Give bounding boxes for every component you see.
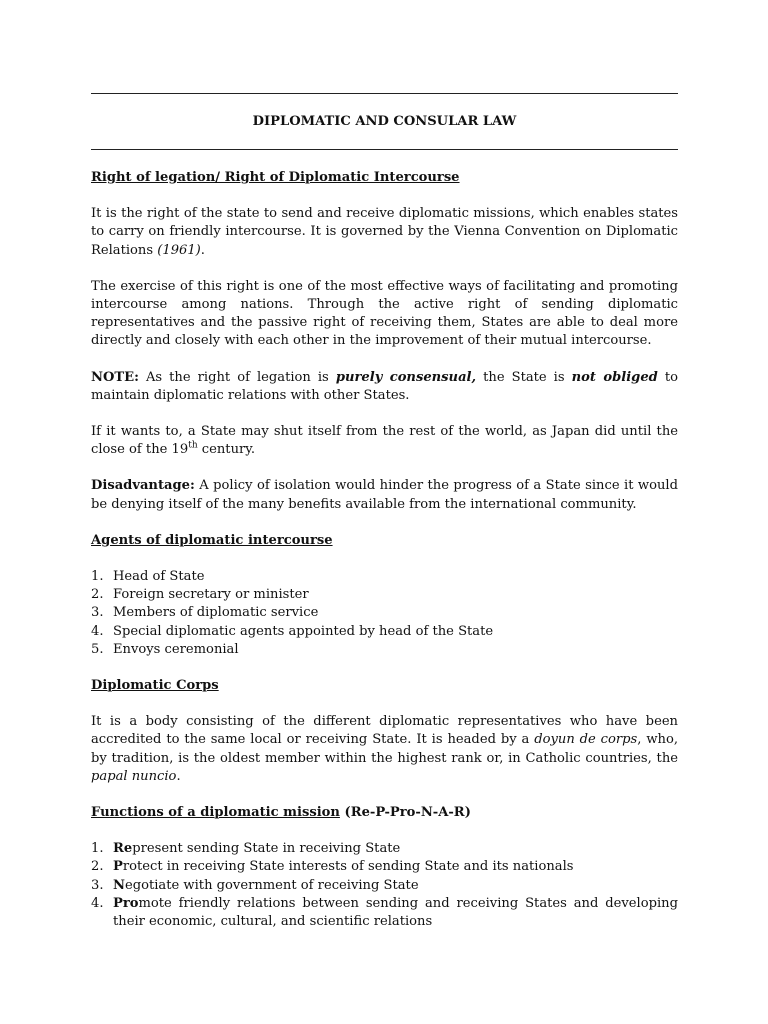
list-text: Members of diplomatic service [113, 605, 319, 621]
paragraph-text: . [176, 768, 181, 784]
list-text: Foreign secretary or minister [113, 587, 309, 603]
paragraph-exercise-of-right: The exercise of this right is one of the most effective ways of facilitating and promoting intercourse among nations. Through the active right of sending diplomatic representatives and the passive right of receiving them, States are able to deal more directly and closely with each other in the improvement of their mutual intercourse. [91, 278, 678, 349]
list-text: egotiate with government of receiving State [124, 877, 419, 893]
paragraph-text: , who, by tradition, is the oldest member within the highest rank or, in Catholic countries, the [91, 732, 679, 766]
list-text: Envoys ceremonial [113, 641, 239, 657]
paragraph-text: the State is [476, 369, 572, 385]
functions-mnemonic: (Re-P-Pro-N-A-R) [339, 805, 471, 821]
list-item [91, 604, 678, 622]
top-rule [91, 93, 678, 94]
paragraph-text: . [200, 242, 205, 258]
paragraph-italic: (1961) [157, 242, 201, 258]
mnemonic-letters: Pro [113, 895, 139, 911]
list-number: 4. [91, 623, 104, 639]
mnemonic-letters: N [113, 877, 125, 893]
list-item [91, 586, 678, 604]
section-heading-functions [91, 804, 678, 822]
paragraph-text: It is a body consisting of the different diplomatic representatives who have been accredited to the same local or receiving State. It is headed by a [91, 714, 678, 748]
list-number: 5. [91, 641, 104, 657]
paragraph-japan [91, 423, 678, 459]
list-number: 4. [91, 895, 104, 911]
list-number: 2. [91, 587, 104, 603]
document-page [91, 93, 678, 931]
paragraph-text: A policy of isolation would hinder the progress of a State since it would be denying itself of the many benefits available from the international community. [91, 478, 678, 512]
section-heading-diplomatic-corps: Diplomatic Corps [91, 678, 219, 694]
disadvantage-label: Disadvantage: [91, 478, 195, 494]
list-item [91, 895, 678, 931]
list-text: present sending State in receiving State [132, 841, 401, 857]
functions-heading-text: Functions of a diplomatic mission [91, 805, 340, 821]
list-item [91, 840, 678, 858]
list-text: Special diplomatic agents appointed by head of the State [113, 623, 494, 639]
paragraph-diplomatic-corps [91, 713, 678, 786]
paragraph-right-of-legation [91, 205, 678, 260]
list-text: mote friendly relations between sending and receiving States and developing their economic, cultural, and scientific relations [113, 895, 678, 930]
list-number: 1. [91, 569, 104, 585]
list-item [91, 858, 678, 876]
list-text: Head of State [113, 569, 205, 585]
paragraph-text: to maintain diplomatic relations with other States. [91, 369, 679, 403]
note-label: NOTE: [91, 369, 139, 385]
paragraph-italic: doyun de corps [534, 732, 638, 748]
mnemonic-letters: Re [113, 841, 133, 857]
functions-list [91, 840, 678, 931]
list-item [91, 568, 678, 586]
list-item [91, 641, 678, 659]
paragraph-text: As the right of legation is [138, 369, 336, 385]
section-heading-right-of-legation: Right of legation/ Right of Diplomatic Intercourse [91, 170, 460, 185]
paragraph-italic: papal nuncio [91, 768, 177, 784]
emphasis-text: purely consensual, [335, 369, 477, 385]
list-number: 3. [91, 877, 104, 893]
paragraph-text: If it wants to, a State may shut itself from the rest of the world, as Japan did until the close of the 19 [91, 424, 678, 458]
superscript: th [188, 440, 198, 451]
document-title: DIPLOMATIC AND CONSULAR LAW [252, 114, 517, 129]
list-text: rotect in receiving State interests of sending State and its nationals [122, 859, 574, 875]
section-heading-agents: Agents of diplomatic intercourse [91, 532, 333, 548]
emphasis-text: not obliged [571, 369, 658, 385]
list-item [91, 877, 678, 895]
paragraph-note [91, 369, 678, 405]
mnemonic-letters: P [113, 859, 123, 875]
list-number: 3. [91, 605, 104, 621]
list-number: 1. [91, 841, 104, 857]
paragraph-text: century. [197, 442, 256, 458]
list-number: 2. [91, 859, 104, 875]
list-item [91, 623, 678, 641]
agents-list [91, 568, 678, 659]
paragraph-disadvantage [91, 477, 678, 513]
paragraph-text: It is the right of the state to send and receive diplomatic missions, which enables states to carry on friendly intercourse. It is governed by the Vienna Convention on Diplomatic Relations [91, 206, 678, 258]
